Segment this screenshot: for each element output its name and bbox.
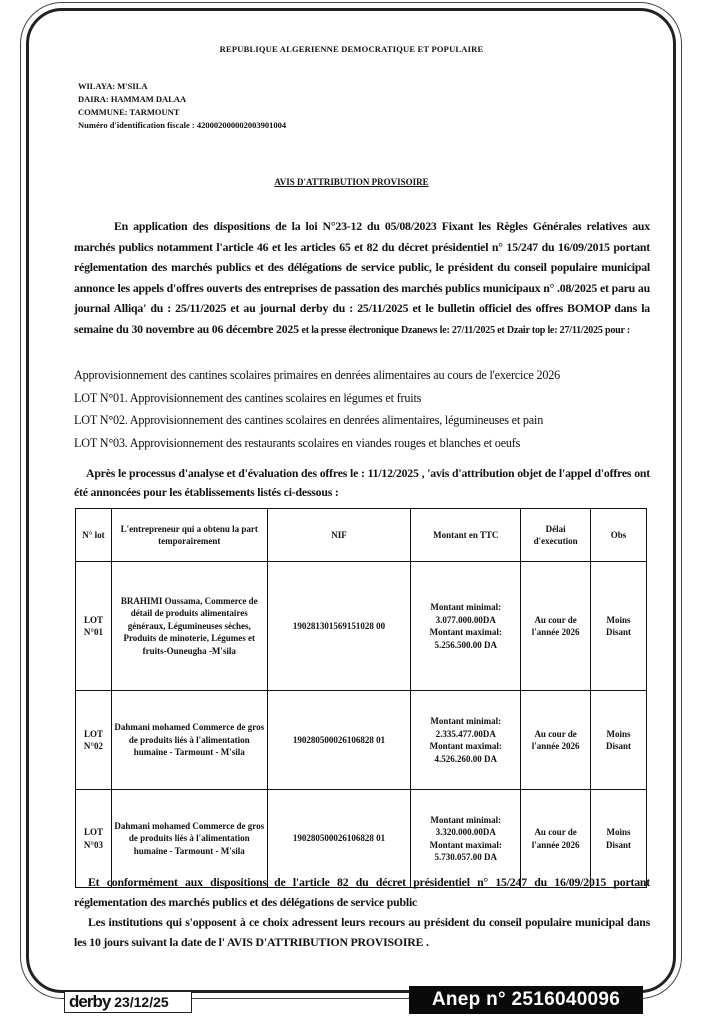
- header-lot: N° lot: [76, 509, 112, 562]
- amount-max: Montant maximal: 5.256.500.00 DA: [429, 627, 502, 650]
- cell-obs: Moins Disant: [591, 691, 647, 790]
- table-header-row: [76, 509, 647, 562]
- newspaper-logo: derby: [69, 992, 111, 1011]
- republic-heading: REPUBLIQUE ALGERIENNE DEMOCRATIQUE ET POPULAIRE: [219, 44, 484, 54]
- commune-line: COMMUNE: TARMOUNT: [78, 107, 180, 117]
- closing-text-1: Et conformément aux dispositions de l'article 82 du décret présidentiel n° 15/247 du 16/09/2015 portant réglementation des marchés publics et des délégations de service public: [74, 875, 650, 909]
- amount-min: Montant minimal: 3.320.000.00DA: [430, 814, 502, 837]
- attribution-table: [75, 508, 647, 888]
- lot-item-01: LOT N°01. Approvisionnement des cantines scolaires en légumes et fruits: [74, 390, 422, 405]
- amount-min: Montant minimal: 3.077.000.00DA: [430, 602, 502, 625]
- cell-entrepreneur: Dahmani mohamed Commerce de gros de produits liés à l'alimentation humaine - Tarmount - M'sila: [111, 790, 267, 888]
- cell-delay: Au cour de l'année 2026: [521, 790, 591, 888]
- wilaya-line: WILAYA: M'SILA: [78, 81, 148, 91]
- header-delay: Délai d'execution: [521, 509, 591, 562]
- intro-text: En application des dispositions de la loi N°23-12 du 05/08/2023 Fixant les Règles Générales relatives aux marchés publics notamment l'article 46 et les articles 65 et 82 du décret présidentiel n° 15/247 du 16/09/2015 portant réglementation des marchés publics et des délégations de service public, le président du conseil populaire municipal annonce les appels d'offres ouverts des entreprises de passation des marchés publics municipaux n° .08/2025 et paru au journal Alliqa' du : 25/11/2025 et au journal derby du : 25/11/2025 et le bulletin officiel des offres BOMOP dans la semaine du 30 novembre au 06 décembre 2025: [74, 219, 650, 336]
- nif-line: Numéro d'identification fiscale : 420002000002003901004: [78, 120, 287, 130]
- document-title: AVIS D'ATTRIBUTION PROVISOIRE: [274, 177, 429, 187]
- amount-max: Montant maximal: 5.730.057.00 DA: [429, 839, 502, 862]
- cell-obs: Moins Disant: [591, 562, 647, 691]
- cell-nif: 190281301569151028 00: [267, 562, 411, 691]
- cell-amount: [411, 691, 521, 790]
- evaluation-paragraph: [74, 464, 650, 502]
- admin-block: [78, 80, 286, 132]
- closing-text-2: Les institutions qui s'opposent à ce choix adressent leurs recours au président du conseil populaire municipal dans les 10 jours suivant la date de l' AVIS D'ATTRIBUTION PROVISOIRE .: [74, 915, 650, 949]
- closing-paragraph-1: [74, 872, 650, 912]
- intro-paragraph: [74, 216, 650, 341]
- publication-date: 23/12/25: [114, 994, 169, 1010]
- evaluation-text: Après le processus d'analyse et d'évaluation des offres le : 11/12/2025 , 'avis d'attribution objet de l'appel d'offres ont été annoncées pour les établissements listés ci-dessous :: [74, 466, 650, 499]
- cell-delay: Au cour de l'année 2026: [521, 691, 591, 790]
- header-obs: Obs: [591, 509, 647, 562]
- cell-lot: LOT N°01: [76, 562, 112, 691]
- cell-nif: 190280500026106828 01: [267, 790, 411, 888]
- intro-tail: et la presse électronique Dzanews le: 27/11/2025 et Dzair top le: 27/11/2025 pour :: [301, 324, 631, 336]
- anep-reference: Anep n° 2516040096: [409, 986, 643, 1014]
- cell-delay: Au cour de l'année 2026: [521, 562, 591, 691]
- closing-paragraph-2: [74, 912, 650, 952]
- cell-amount: [411, 562, 521, 691]
- lot-intro: Approvisionnement des cantines scolaires primaires en denrées alimentaires au cours de l'exercice 2026: [74, 368, 561, 382]
- header-entrepreneur: L'entrepreneur qui a obtenu la part temporairement: [111, 509, 267, 562]
- cell-obs: Moins Disant: [591, 790, 647, 888]
- lot-item-02: LOT N°02. Approvisionnement des cantines scolaires en denrées alimentaires, légumineuses et pain: [74, 413, 544, 427]
- table-row: [76, 691, 647, 790]
- cell-entrepreneur: Dahmani mohamed Commerce de gros de produits liés à l'alimentation humaine - Tarmount - M'sila: [111, 691, 267, 790]
- cell-nif: 190280500026106828 01: [267, 691, 411, 790]
- table-row: [76, 562, 647, 691]
- cell-lot: LOT N°02: [76, 691, 112, 790]
- header-amount: Montant en TTC: [411, 509, 521, 562]
- cell-entrepreneur: BRAHIMI Oussama, Commerce de détail de produits alimentaires généraux, Légumineuses sèches, Produits de minoterie, Légumes et fruits-Ouneugha -M'sila: [111, 562, 267, 691]
- amount-min: Montant minimal: 2.335.477.00DA: [430, 716, 502, 739]
- newspaper-stamp: [64, 991, 192, 1013]
- lot-item-03: LOT N°03. Approvisionnement des restaurants scolaires en viandes rouges et blanches et oeufs: [74, 435, 521, 450]
- header-nif: NIF: [267, 509, 411, 562]
- cell-lot: LOT N°03: [76, 790, 112, 888]
- lots-list: [74, 364, 664, 454]
- amount-max: Montant maximal: 4.526.260.00 DA: [429, 741, 502, 764]
- closing-block: [74, 872, 650, 952]
- daira-line: DAIRA: HAMMAM DALAA: [78, 94, 187, 104]
